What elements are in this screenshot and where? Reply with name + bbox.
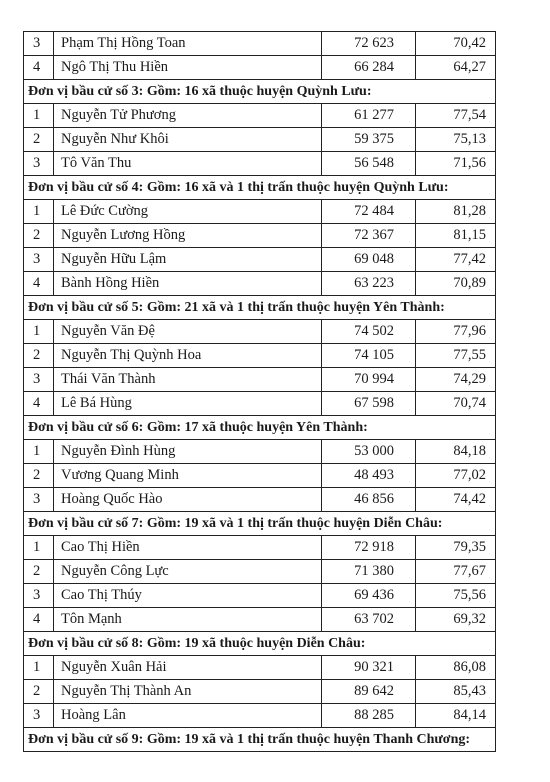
table-row: [24, 344, 496, 368]
vote-percent: 79,35: [416, 536, 496, 560]
candidate-name: Nguyễn Hữu Lậm: [54, 248, 322, 272]
row-index: 1: [24, 656, 54, 680]
vote-count: 89 642: [322, 680, 416, 704]
vote-percent: 85,43: [416, 680, 496, 704]
vote-percent: 77,54: [416, 104, 496, 128]
electoral-unit-header: Đơn vị bầu cử số 8: Gồm: 19 xã thuộc huyện Diễn Châu:: [24, 632, 496, 656]
vote-percent: 77,55: [416, 344, 496, 368]
table-row: [24, 128, 496, 152]
table-row: [24, 584, 496, 608]
table-row: [24, 464, 496, 488]
vote-percent: 64,27: [416, 56, 496, 80]
vote-count: 48 493: [322, 464, 416, 488]
table-row: [24, 200, 496, 224]
row-index: 2: [24, 128, 54, 152]
vote-count: 53 000: [322, 440, 416, 464]
table-row: [24, 248, 496, 272]
table-row: [24, 704, 496, 728]
vote-count: 59 375: [322, 128, 416, 152]
vote-percent: 74,29: [416, 368, 496, 392]
vote-percent: 77,42: [416, 248, 496, 272]
electoral-unit-header: Đơn vị bầu cử số 6: Gồm: 17 xã thuộc huyện Yên Thành:: [24, 416, 496, 440]
candidate-name: Nguyễn Như Khôi: [54, 128, 322, 152]
candidate-name: Lê Bá Hùng: [54, 392, 322, 416]
candidate-name: Hoàng Quốc Hào: [54, 488, 322, 512]
candidate-name: Ngô Thị Thu Hiền: [54, 56, 322, 80]
table-row: [24, 536, 496, 560]
candidate-name: Tô Văn Thu: [54, 152, 322, 176]
vote-percent: 81,15: [416, 224, 496, 248]
electoral-unit-header: Đơn vị bầu cử số 4: Gồm: 16 xã và 1 thị trấn thuộc huyện Quỳnh Lưu:: [24, 176, 496, 200]
vote-count: 63 702: [322, 608, 416, 632]
row-index: 3: [24, 704, 54, 728]
vote-percent: 77,96: [416, 320, 496, 344]
vote-count: 88 285: [322, 704, 416, 728]
vote-count: 63 223: [322, 272, 416, 296]
vote-percent: 77,02: [416, 464, 496, 488]
vote-count: 72 367: [322, 224, 416, 248]
candidate-name: Nguyễn Đình Hùng: [54, 440, 322, 464]
vote-count: 69 436: [322, 584, 416, 608]
row-index: 1: [24, 536, 54, 560]
table-row: [24, 32, 496, 56]
vote-percent: 86,08: [416, 656, 496, 680]
vote-percent: 70,74: [416, 392, 496, 416]
row-index: 1: [24, 440, 54, 464]
vote-count: 74 502: [322, 320, 416, 344]
candidate-name: Lê Đức Cường: [54, 200, 322, 224]
vote-count: 66 284: [322, 56, 416, 80]
candidate-name: Nguyễn Công Lực: [54, 560, 322, 584]
candidate-name: Nguyễn Thị Thành An: [54, 680, 322, 704]
table-row: [24, 608, 496, 632]
candidate-name: Phạm Thị Hồng Toan: [54, 32, 322, 56]
vote-percent: 74,42: [416, 488, 496, 512]
table-row: [24, 104, 496, 128]
vote-percent: 84,14: [416, 704, 496, 728]
row-index: 3: [24, 488, 54, 512]
candidate-name: Nguyễn Thị Quỳnh Hoa: [54, 344, 322, 368]
table-row: [24, 368, 496, 392]
row-index: 2: [24, 560, 54, 584]
election-results-page: [23, 31, 495, 752]
candidate-name: Cao Thị Thúy: [54, 584, 322, 608]
vote-count: 72 484: [322, 200, 416, 224]
vote-count: 56 548: [322, 152, 416, 176]
candidate-name: Nguyễn Tử Phương: [54, 104, 322, 128]
vote-count: 72 623: [322, 32, 416, 56]
vote-percent: 81,28: [416, 200, 496, 224]
vote-count: 46 856: [322, 488, 416, 512]
row-index: 1: [24, 200, 54, 224]
row-index: 3: [24, 584, 54, 608]
candidate-name: Nguyễn Văn Đệ: [54, 320, 322, 344]
table-row: [24, 680, 496, 704]
unit-header-row: [24, 416, 496, 440]
vote-percent: 70,89: [416, 272, 496, 296]
unit-header-row: [24, 512, 496, 536]
vote-percent: 71,56: [416, 152, 496, 176]
unit-header-row: [24, 80, 496, 104]
table-row: [24, 392, 496, 416]
vote-count: 67 598: [322, 392, 416, 416]
candidate-name: Nguyễn Xuân Hải: [54, 656, 322, 680]
table-row: [24, 272, 496, 296]
electoral-unit-header: Đơn vị bầu cử số 7: Gồm: 19 xã và 1 thị trấn thuộc huyện Diễn Châu:: [24, 512, 496, 536]
table-row: [24, 152, 496, 176]
row-index: 4: [24, 608, 54, 632]
vote-count: 70 994: [322, 368, 416, 392]
row-index: 3: [24, 248, 54, 272]
electoral-unit-header: Đơn vị bầu cử số 9: Gồm: 19 xã và 1 thị trấn thuộc huyện Thanh Chương:: [24, 728, 496, 752]
vote-count: 61 277: [322, 104, 416, 128]
row-index: 4: [24, 392, 54, 416]
candidate-name: Vương Quang Minh: [54, 464, 322, 488]
table-row: [24, 440, 496, 464]
vote-percent: 75,13: [416, 128, 496, 152]
row-index: 3: [24, 368, 54, 392]
row-index: 2: [24, 464, 54, 488]
candidate-name: Hoàng Lân: [54, 704, 322, 728]
row-index: 1: [24, 104, 54, 128]
unit-header-row: [24, 632, 496, 656]
unit-header-row: [24, 728, 496, 752]
vote-count: 69 048: [322, 248, 416, 272]
candidate-name: Nguyễn Lương Hồng: [54, 224, 322, 248]
row-index: 2: [24, 224, 54, 248]
candidate-name: Thái Văn Thành: [54, 368, 322, 392]
electoral-unit-header: Đơn vị bầu cử số 5: Gồm: 21 xã và 1 thị trấn thuộc huyện Yên Thành:: [24, 296, 496, 320]
table-row: [24, 560, 496, 584]
unit-header-row: [24, 296, 496, 320]
row-index: 3: [24, 32, 54, 56]
unit-header-row: [24, 176, 496, 200]
row-index: 2: [24, 680, 54, 704]
candidate-name: Cao Thị Hiền: [54, 536, 322, 560]
electoral-unit-header: Đơn vị bầu cử số 3: Gồm: 16 xã thuộc huyện Quỳnh Lưu:: [24, 80, 496, 104]
vote-count: 71 380: [322, 560, 416, 584]
election-results-table: [23, 31, 496, 752]
row-index: 3: [24, 152, 54, 176]
table-row: [24, 488, 496, 512]
vote-percent: 84,18: [416, 440, 496, 464]
table-row: [24, 320, 496, 344]
candidate-name: Tôn Mạnh: [54, 608, 322, 632]
row-index: 4: [24, 56, 54, 80]
candidate-name: Bành Hồng Hiền: [54, 272, 322, 296]
row-index: 1: [24, 320, 54, 344]
vote-count: 72 918: [322, 536, 416, 560]
row-index: 2: [24, 344, 54, 368]
table-row: [24, 56, 496, 80]
vote-percent: 77,67: [416, 560, 496, 584]
vote-percent: 75,56: [416, 584, 496, 608]
vote-percent: 70,42: [416, 32, 496, 56]
vote-percent: 69,32: [416, 608, 496, 632]
row-index: 4: [24, 272, 54, 296]
vote-count: 90 321: [322, 656, 416, 680]
table-row: [24, 224, 496, 248]
table-row: [24, 656, 496, 680]
vote-count: 74 105: [322, 344, 416, 368]
